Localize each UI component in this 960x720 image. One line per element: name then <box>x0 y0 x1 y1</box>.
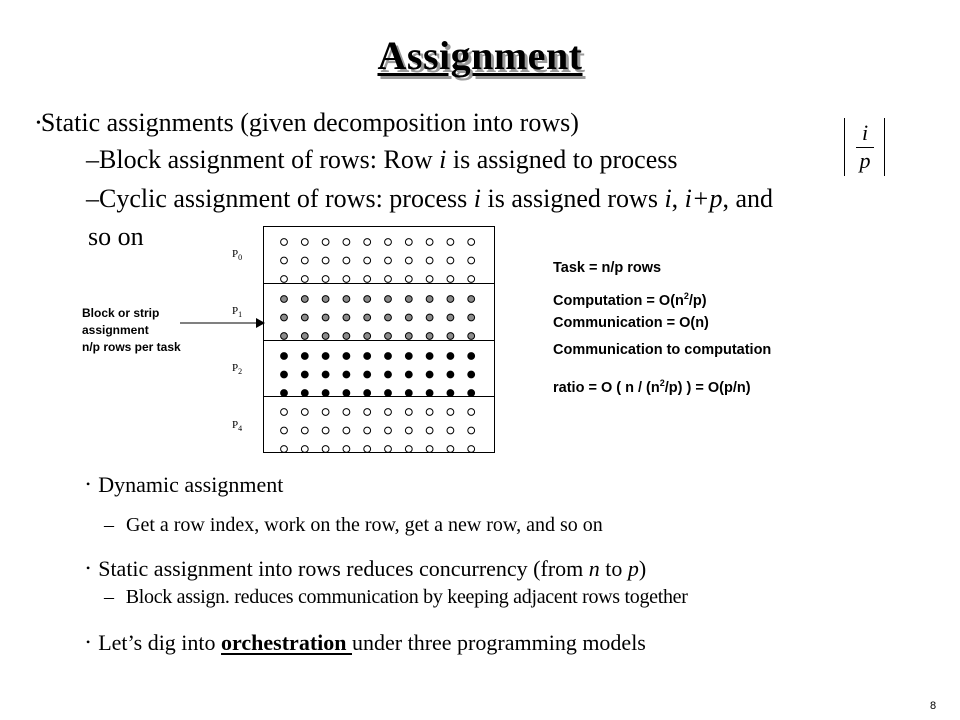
grid-point <box>468 239 475 246</box>
grid-point <box>301 296 308 303</box>
grid-point <box>385 276 392 283</box>
sub-bullet-block-assignment <box>86 145 677 175</box>
grid-point <box>447 409 454 416</box>
grid-point <box>426 257 433 264</box>
grid-point <box>322 371 329 378</box>
bullet-text: ) <box>638 556 647 581</box>
grid-point <box>322 239 329 246</box>
grid-point <box>343 427 350 434</box>
grid-point <box>405 371 412 378</box>
grid-point <box>322 257 329 264</box>
bullet-text: to <box>599 556 628 581</box>
grid-point <box>301 446 308 453</box>
grid-point <box>281 446 288 453</box>
grid-point <box>426 333 433 340</box>
grid-point <box>385 333 392 340</box>
grid-point <box>301 239 308 246</box>
var-i-plus-p: i+p <box>684 184 723 213</box>
grid-point <box>322 333 329 340</box>
sub-text: Get a row index, work on the row, get a new row, and so on <box>126 514 603 536</box>
bracket-right <box>884 118 885 176</box>
grid-point <box>301 409 308 416</box>
grid-point <box>364 427 371 434</box>
label-line: n/p rows per task <box>82 340 181 354</box>
grid-point <box>468 446 475 453</box>
grid-point <box>426 353 433 360</box>
sub-text: Block assign. reduces communication by keeping adjacent rows together <box>125 586 688 608</box>
grid-point <box>281 239 288 246</box>
grid-point <box>447 314 454 321</box>
process-label-p2: $P_2$ <box>232 362 243 377</box>
grid-point <box>364 239 371 246</box>
grid-point <box>322 390 329 397</box>
grid-point <box>447 276 454 283</box>
var-n: n <box>588 556 600 581</box>
ratio-text-line1: Communication to computation <box>553 342 772 358</box>
grid-point <box>364 371 371 378</box>
grid-point <box>281 314 288 321</box>
task-text: Task = n/p rows <box>553 260 662 276</box>
grid-point <box>343 353 350 360</box>
bullet-text: Let’s dig into <box>98 630 222 655</box>
grid-point <box>385 409 392 416</box>
bullet-dot: • <box>86 561 91 575</box>
dash: – <box>104 514 114 536</box>
sub-text: Block assignment of rows: Row <box>99 145 440 174</box>
grid-point <box>468 390 475 397</box>
grid-point <box>364 257 371 264</box>
grid-point <box>322 314 329 321</box>
grid-point <box>426 314 433 321</box>
bullet-orchestration <box>86 630 646 656</box>
grid-point <box>301 427 308 434</box>
dash: – <box>104 586 114 608</box>
grid-point <box>468 353 475 360</box>
grid-point <box>364 276 371 283</box>
grid-point <box>301 314 308 321</box>
grid-point <box>426 409 433 416</box>
fraction-i-over-p <box>844 118 884 176</box>
fraction-denominator: p <box>859 148 871 173</box>
var-p: p <box>627 556 639 581</box>
grid-point <box>281 427 288 434</box>
grid-point <box>447 390 454 397</box>
grid-point <box>322 409 329 416</box>
grid-point <box>301 276 308 283</box>
var-i: i <box>439 145 447 174</box>
grid-point <box>468 276 475 283</box>
sub-bullet-cyclic-assignment <box>86 184 773 214</box>
process-label-p4: $P_4$ <box>232 419 243 434</box>
process-label-p1: $P_1$ <box>232 305 243 320</box>
grid-point <box>447 239 454 246</box>
grid-point <box>426 239 433 246</box>
bullet-text: Static assignment into rows reduces concurrency (from <box>98 556 589 581</box>
grid-point <box>281 257 288 264</box>
grid-point <box>343 371 350 378</box>
dash: – <box>86 184 99 213</box>
grid-point <box>281 390 288 397</box>
grid-point <box>343 276 350 283</box>
arrow-icon <box>180 316 266 330</box>
grid-point <box>343 314 350 321</box>
grid-point <box>447 427 454 434</box>
bullet-text: Dynamic assignment <box>98 472 284 497</box>
grid-point <box>281 371 288 378</box>
grid-point <box>343 409 350 416</box>
grid-points <box>263 226 495 453</box>
grid-point <box>343 296 350 303</box>
grid-point <box>322 446 329 453</box>
fraction-numerator: i <box>861 120 869 145</box>
grid-point <box>343 446 350 453</box>
grid-point <box>468 314 475 321</box>
ratio-text-line2: ratio = O ( n / $(n^2/p)$ ) = O(p/n) <box>553 378 751 396</box>
sub-bullet-cyclic-continued: so on <box>88 222 144 251</box>
grid-point <box>343 239 350 246</box>
grid-point <box>385 446 392 453</box>
grid-point <box>281 353 288 360</box>
grid-point <box>364 314 371 321</box>
grid-point <box>405 427 412 434</box>
grid-point <box>405 276 412 283</box>
bullet-dot: • <box>86 477 91 491</box>
sub-bullet-block-assign <box>104 586 688 609</box>
grid-point <box>281 276 288 283</box>
grid-point <box>301 390 308 397</box>
grid-point <box>405 390 412 397</box>
grid-point <box>468 333 475 340</box>
bullet-dynamic-assignment <box>86 472 283 498</box>
sub-text: , and <box>722 184 773 213</box>
var-i: i <box>664 184 672 213</box>
label-line: assignment <box>82 323 149 337</box>
grid-point <box>281 409 288 416</box>
grid-point <box>343 257 350 264</box>
grid-point <box>364 409 371 416</box>
grid-point <box>447 371 454 378</box>
grid-point <box>385 296 392 303</box>
grid-point <box>405 296 412 303</box>
grid-point <box>322 276 329 283</box>
grid-point <box>447 353 454 360</box>
grid-point <box>447 333 454 340</box>
grid-point <box>385 427 392 434</box>
computation-text: Computation = $O(n^2/p)$ <box>553 291 707 309</box>
dash: – <box>86 145 99 174</box>
grid-point <box>426 296 433 303</box>
grid-point <box>405 409 412 416</box>
grid-point <box>426 427 433 434</box>
grid-point <box>343 333 350 340</box>
bullet-text: under three programming models <box>352 630 646 655</box>
grid-point <box>385 257 392 264</box>
grid-point <box>385 353 392 360</box>
bullet-dot: • <box>86 635 91 649</box>
grid-point <box>322 427 329 434</box>
grid-point <box>447 296 454 303</box>
sub-text: is assigned rows <box>481 184 665 213</box>
grid-point <box>301 333 308 340</box>
grid-point <box>468 409 475 416</box>
grid-point <box>405 314 412 321</box>
grid-point <box>301 353 308 360</box>
grid-point <box>385 314 392 321</box>
grid-point <box>468 371 475 378</box>
grid-point <box>281 333 288 340</box>
grid-point <box>281 296 288 303</box>
sub-text: , <box>671 184 685 213</box>
grid-point <box>364 390 371 397</box>
grid-point <box>322 296 329 303</box>
grid-point <box>405 239 412 246</box>
grid-point <box>385 239 392 246</box>
grid-point <box>364 446 371 453</box>
bullet-static-concurrency <box>86 556 646 582</box>
grid-point <box>426 446 433 453</box>
grid-point <box>426 390 433 397</box>
process-label-p0: $P_0$ <box>232 248 243 263</box>
grid-point <box>385 390 392 397</box>
grid-point <box>322 353 329 360</box>
label-line: Block or strip <box>82 306 160 320</box>
grid-point <box>343 390 350 397</box>
page-number: 8 <box>930 700 937 712</box>
grid-point <box>364 296 371 303</box>
grid-point <box>364 353 371 360</box>
orchestration-emphasis: orchestration <box>221 630 352 655</box>
bracket-left <box>844 118 845 176</box>
grid-point <box>426 371 433 378</box>
bullet-text: Static assignments (given decomposition into rows) <box>40 108 579 137</box>
sub-text: is assigned to process <box>446 145 678 174</box>
grid-point <box>447 257 454 264</box>
var-i: i <box>473 184 481 213</box>
grid-point <box>405 446 412 453</box>
block-strip-label <box>82 305 181 356</box>
sub-text: Cyclic assignment of rows: process <box>99 184 474 213</box>
grid-point <box>447 446 454 453</box>
grid-point <box>405 333 412 340</box>
grid-point <box>468 427 475 434</box>
grid-point <box>405 257 412 264</box>
grid-point <box>364 333 371 340</box>
sub-bullet-dynamic <box>104 514 603 537</box>
slide-title: Assignment <box>377 33 583 78</box>
grid-point <box>385 371 392 378</box>
grid-point <box>468 296 475 303</box>
grid-point <box>468 257 475 264</box>
grid-point <box>301 371 308 378</box>
communication-text: Communication = O(n) <box>553 315 709 331</box>
grid-point <box>301 257 308 264</box>
bullet-static-assignments <box>36 108 579 138</box>
grid-point <box>405 353 412 360</box>
grid-point <box>426 276 433 283</box>
bullet-dot: • <box>36 116 41 131</box>
